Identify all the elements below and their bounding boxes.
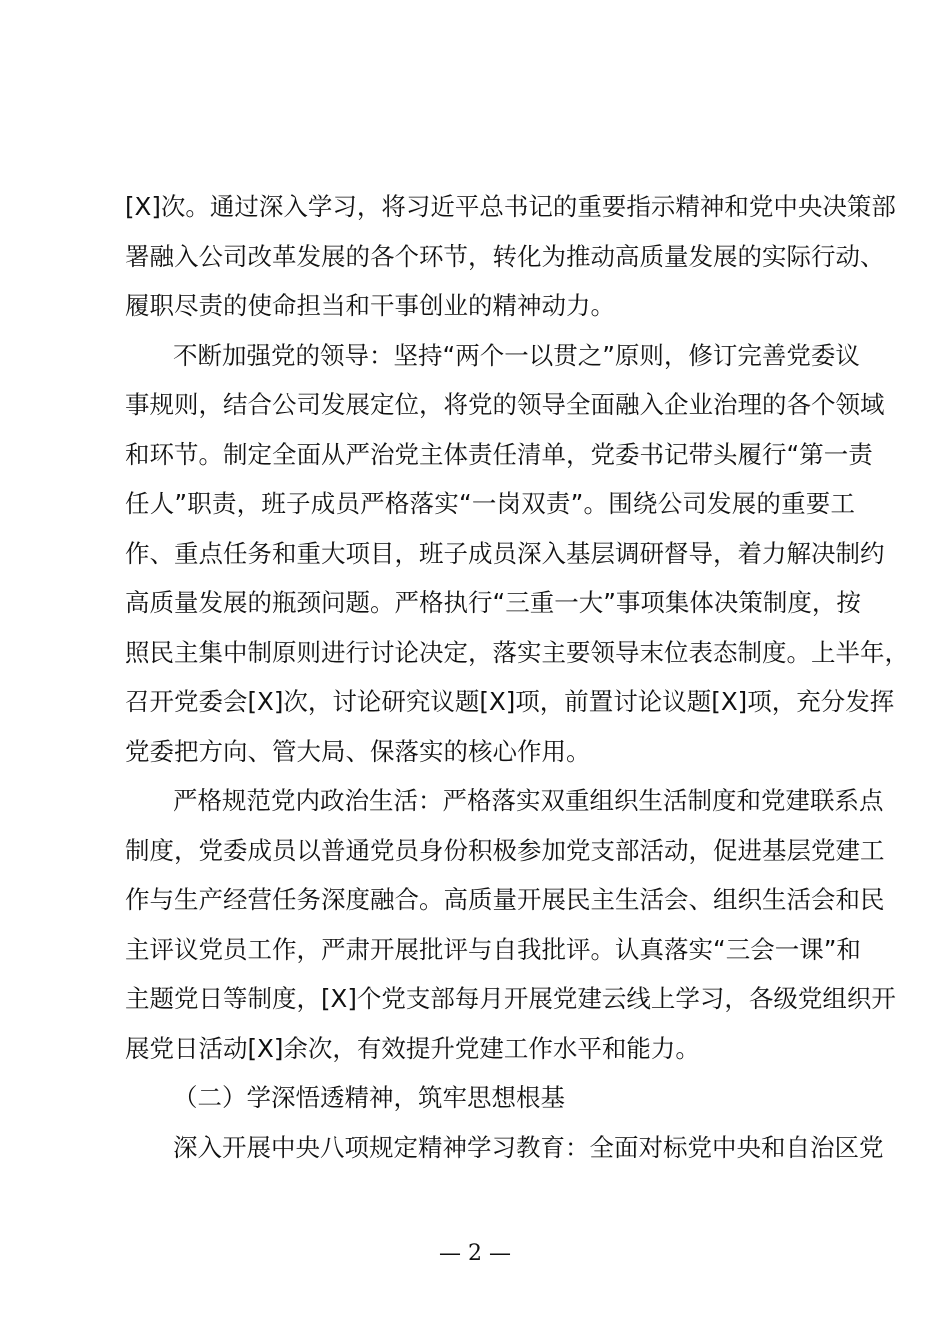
- text-line: 和环节。制定全面从严治党主体责任清单，党委书记带头履行“第一责: [125, 439, 873, 469]
- text-line: 不断加强党的领导：坚持“两个一以贯之”原则，修订完善党委议: [173, 340, 860, 370]
- text-line: 主评议党员工作，严肃开展批评与自我批评。认真落实“三会一课”和: [125, 934, 861, 964]
- text-line: 事规则，结合公司发展定位，将党的领导全面融入企业治理的各个领域: [125, 390, 885, 419]
- text-line: 作与生产经营任务深度融合。高质量开展民主生活会、组织生活会和民: [125, 885, 885, 914]
- text-line: 召开党委会[X]次，讨论研究议题[X]项，前置讨论议题[X]项，充分发挥: [125, 687, 895, 716]
- paragraph-continuation: [125, 182, 896, 331]
- text-line: 党委把方向、管大局、保落实的核心作用。: [125, 736, 591, 766]
- text-line: 任人”职责，班子成员严格落实“一岗双责”。围绕公司发展的重要工: [125, 489, 855, 518]
- paragraph-political-life: [125, 776, 896, 1073]
- text-line: 深入开展中央八项规定精神学习教育：全面对标党中央和自治区党: [173, 1132, 884, 1162]
- document-body: [125, 182, 909, 1172]
- text-line: 履职尽责的使命担当和干事创业的精神动力。: [125, 291, 615, 320]
- page-number: — 2 —: [439, 1241, 511, 1266]
- text-line: 照民主集中制原则进行讨论决定，落实主要领导末位表态制度。上半年，: [125, 637, 909, 667]
- section-heading: [125, 1073, 855, 1123]
- text-line: 主题党日等制度，[X]个党支部每月开展党建云线上学习，各级党组织开: [125, 984, 896, 1013]
- paragraph-party-leadership: [125, 331, 909, 777]
- heading-line: （二）学深悟透精神，筑牢思想根基: [173, 1083, 565, 1112]
- text-line: 作、重点任务和重大项目，班子成员深入基层调研督导，着力解决制约: [125, 538, 885, 568]
- text-line: 严格规范党内政治生活：严格落实双重组织生活制度和党建联系点: [173, 786, 884, 815]
- text-line: [X]次。通过深入学习，将习近平总书记的重要指示精神和党中央决策部: [125, 192, 896, 221]
- text-line: 制度，党委成员以普通党员身份积极参加党支部活动，促进基层党建工: [125, 835, 885, 865]
- paragraph-eight-rules: [125, 1123, 884, 1173]
- text-line: 署融入公司改革发展的各个环节，转化为推动高质量发展的实际行动、: [125, 241, 885, 271]
- text-line: 展党日活动[X]余次，有效提升党建工作水平和能力。: [125, 1033, 700, 1063]
- text-line: 高质量发展的瓶颈问题。严格执行“三重一大”事项集体决策制度，按: [125, 588, 861, 617]
